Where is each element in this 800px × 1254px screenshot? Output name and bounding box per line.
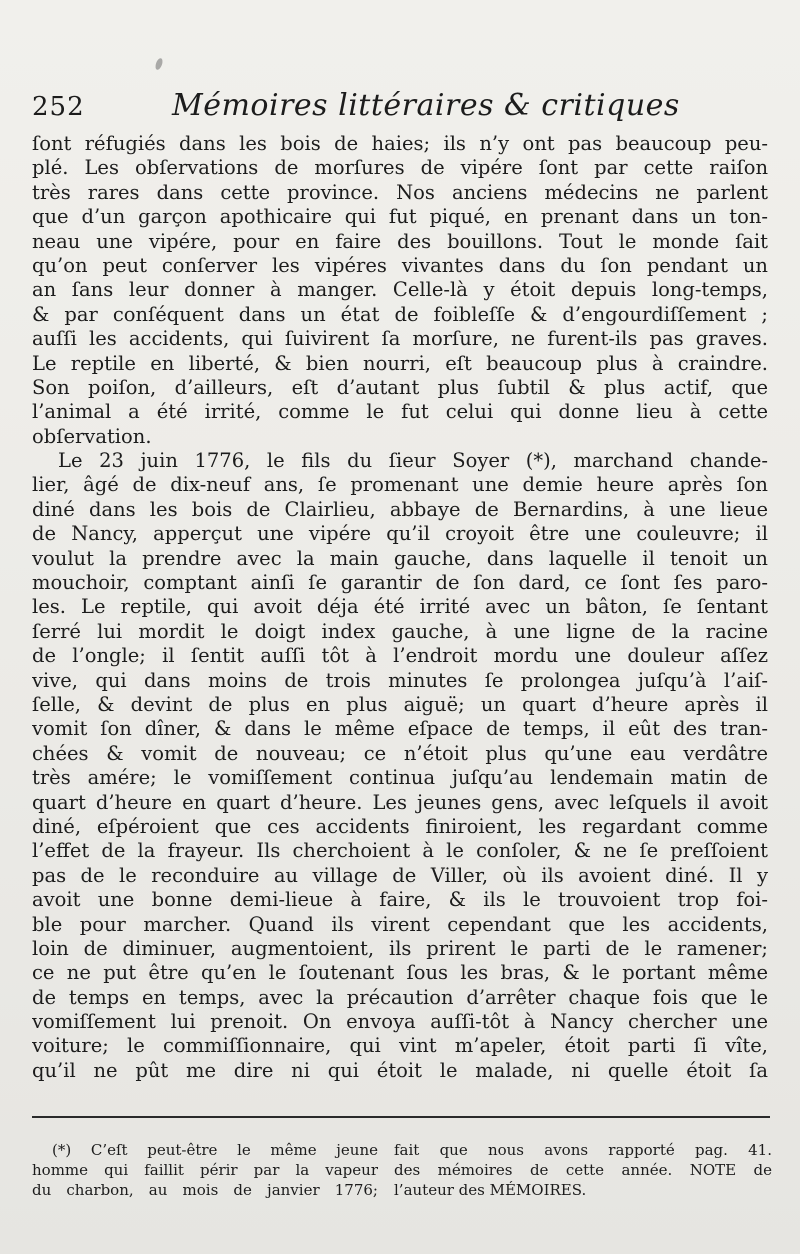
text-line: avoit une bonne demi-lieue à faire, & ils le trouvoient trop foi- — [32, 888, 768, 912]
footnote-line: des mémoires de cette année. NOTE de — [394, 1161, 772, 1179]
footnote — [32, 1140, 772, 1210]
page-number: 252 — [32, 92, 85, 122]
ink-blot — [154, 57, 164, 70]
footnote-line: (*) C’eſt peut-être le même jeune — [52, 1141, 378, 1159]
text-line: Le reptile en liberté, & bien nourri, eſt beaucoup plus à craindre. — [32, 351, 768, 375]
text-line: vomiſſement lui prenoit. On envoya auſſi-tôt à Nancy chercher une — [32, 1010, 768, 1034]
text-line: ce ne put être qu’en le ſoutenant ſous les bras, & le portant même — [32, 961, 768, 985]
text-line: Son poiſon, d’ailleurs, eſt d’autant plus ſubtil & plus actif, que — [32, 375, 768, 399]
text-line: ble pour marcher. Quand ils virent cependant que les accidents, — [32, 912, 768, 936]
text-line: an ſans leur donner à manger. Celle-là y étoit depuis long-temps, — [32, 278, 768, 302]
text-line: de temps en temps, avec la précaution d’arrêter chaque fois que le — [32, 985, 768, 1009]
footnote-line: l’auteur des MÉMOIRES. — [394, 1181, 587, 1199]
text-line: voulut la prendre avec la main gauche, dans laquelle il tenoit un — [32, 546, 768, 570]
running-head: Mémoires littéraires & critiques — [172, 88, 680, 123]
footnote-line: homme qui faillit périr par la vapeur — [32, 1161, 378, 1179]
text-line: ſont réfugiés dans les bois de haies; ils n’y ont pas beaucoup peu- — [32, 132, 768, 155]
text-line: auſſi les accidents, qui ſuivirent ſa morſure, ne furent-ils pas graves. — [32, 327, 768, 351]
text-line: qu’on peut conſerver les vipéres vivantes dans du ſon pendant un — [32, 253, 768, 277]
text-line: très rares dans cette province. Nos anciens médecins ne parlent — [32, 180, 768, 204]
text-line: ſelle, & devint de plus en plus aiguë; un quart d’heure après il — [32, 692, 768, 716]
text-line: les. Le reptile, qui avoit déja été irrité avec un bâton, ſe ſentant — [32, 595, 768, 619]
text-line: lier, âgé de dix-neuf ans, ſe promenant une demie heure après ſon — [32, 473, 768, 497]
text-line: diné, eſpéroient que ces accidents finiroient, les regardant comme — [32, 814, 768, 838]
text-line: ſerré lui mordit le doigt index gauche, à une ligne de la racine — [32, 619, 768, 643]
footnote-right-column — [394, 1140, 772, 1200]
text-line: vomit ſon dîner, & dans le même eſpace de temps, il eût des tran- — [32, 717, 768, 741]
footnote-line: du charbon, au mois de janvier 1776; — [32, 1181, 378, 1199]
text-line: l’animal a été irrité, comme le fut celui qui donne lieu à cette — [32, 400, 768, 424]
text-line: qu’il ne pût me dire ni qui étoit le malade, ni quelle étoit ſa — [32, 1058, 768, 1082]
text-line: diné dans les bois de Clairlieu, abbaye de Bernardins, à une lieue — [32, 497, 768, 521]
text-line: plé. Les obſervations de morſures de vipére ſont par cette raiſon — [32, 156, 768, 180]
text-line: quart d’heure en quart d’heure. Les jeunes gens, avec leſquels il avoit — [32, 790, 768, 814]
footnote-rule — [32, 1116, 770, 1118]
page-header — [32, 88, 772, 132]
text-line: obſervation. — [32, 424, 152, 448]
text-line: de l’ongle; il ſentit auſſi tôt à l’endroit mordu une douleur aſſez — [32, 644, 768, 668]
text-line: pas de le reconduire au village de Viller, où ils avoient diné. Il y — [32, 863, 768, 887]
text-line: mouchoir, comptant ainſi ſe garantir de ſon dard, ce ſont ſes paro- — [32, 571, 768, 595]
footnote-line: fait que nous avons rapporté pag. 41. — [394, 1141, 772, 1159]
text-line: loin de diminuer, augmentoient, ils prirent le parti de le ramener; — [32, 936, 768, 960]
text-line: voiture; le commiſſionnaire, qui vint m’apeler, étoit parti ſi vîte, — [32, 1034, 768, 1058]
text-line: neau une vipére, pour en faire des bouillons. Tout le monde ſait — [32, 229, 768, 253]
text-line: & par conſéquent dans un état de foibleſſe & d’engourdiſſement ; — [32, 302, 768, 326]
text-line: chées & vomit de nouveau; ce n’étoit plus qu’une eau verdâtre — [32, 741, 768, 765]
footnote-left-column — [32, 1140, 378, 1200]
text-line: que d’un garçon apothicaire qui fut piqué, en prenant dans un ton- — [32, 205, 768, 229]
paragraph-start-line: Le 23 juin 1776, le fils du ſieur Soyer (*), marchand chande- — [58, 449, 768, 473]
body-text — [32, 132, 768, 1083]
text-line: vive, qui dans moins de trois minutes ſe prolongea juſqu’à l’aiſ- — [32, 668, 768, 692]
text-line: très amére; le vomiſſement continua juſqu’au lendemain matin de — [32, 766, 768, 790]
text-line: de Nancy, apperçut une vipére qu’il croyoit être une couleuvre; il — [32, 522, 768, 546]
text-line: l’effet de la frayeur. Ils cherchoient à le conſoler, & ne ſe preſſoient — [32, 839, 768, 863]
